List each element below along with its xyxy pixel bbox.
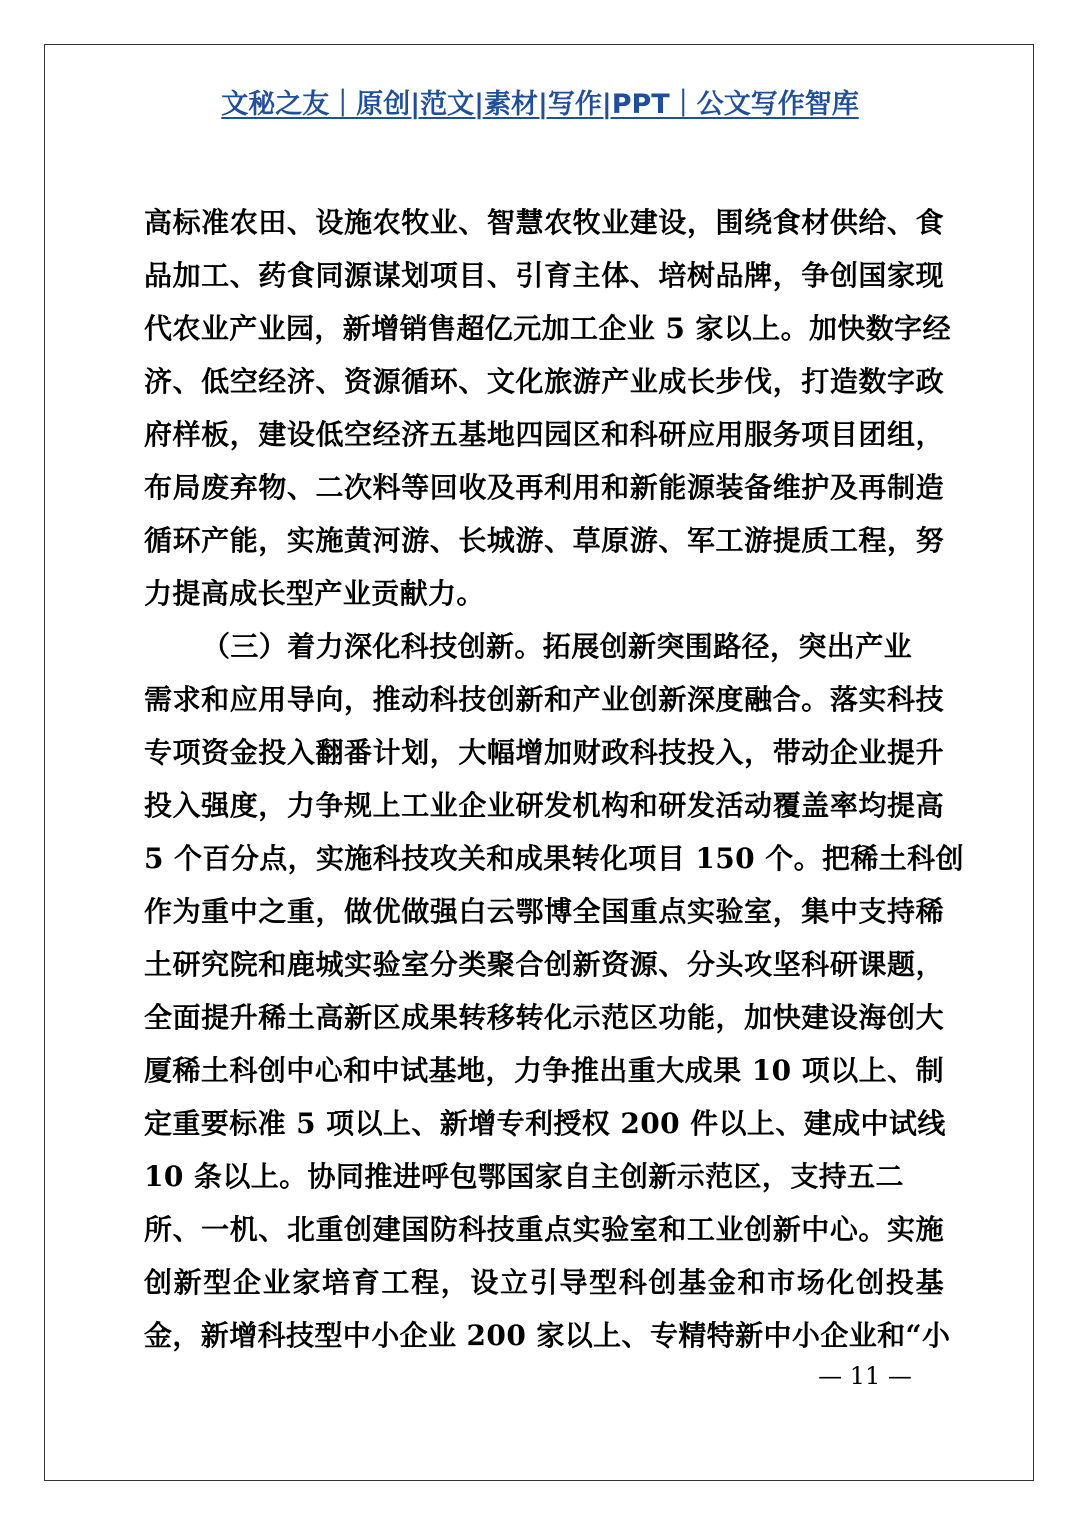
body-text xyxy=(144,196,964,1362)
text-line: 投入强度，力争规上工业企业研发机构和研发活动覆盖率均提高 xyxy=(144,789,944,822)
text-line: 府样板，建设低空经济五基地四园区和科研应用服务项目团组， xyxy=(144,418,944,451)
text-line: 全面提升稀土高新区成果转移转化示范区功能，加快建设海创大 xyxy=(144,1001,944,1034)
text-line: 代农业产业园，新增销售超亿元加工企业 5 家以上。加快数字经 xyxy=(144,312,951,345)
text-line: 布局废弃物、二次料等回收及再利用和新能源装备维护及再制造 xyxy=(144,471,944,504)
text-line: 专项资金投入翻番计划，大幅增加财政科技投入，带动企业提升 xyxy=(144,736,944,769)
text-line: 济、低空经济、资源循环、文化旅游产业成长步伐，打造数字政 xyxy=(144,365,944,398)
section-heading-line: （三）着力深化科技创新。拓展创新突围路径，突出产业 xyxy=(202,630,913,663)
text-line: 定重要标准 5 项以上、新增专利授权 200 件以上、建成中试线 xyxy=(144,1107,946,1140)
text-line: 品加工、药食同源谋划项目、引育主体、培树品牌，争创国家现 xyxy=(144,259,944,292)
text-line: 需求和应用导向，推动科技创新和产业创新深度融合。落实科技 xyxy=(144,683,944,716)
text-line: 循环产能，实施黄河游、长城游、草原游、军工游提质工程，努 xyxy=(144,524,944,557)
text-line: 10 条以上。协同推进呼包鄂国家自主创新示范区，支持五二 xyxy=(144,1160,904,1193)
text-line: 作为重中之重，做优做强白云鄂博全国重点实验室，集中支持稀 xyxy=(144,895,944,928)
text-line: 土研究院和鹿城实验室分类聚合创新资源、分头攻坚科研课题， xyxy=(144,948,944,981)
text-line: 金，新增科技型中小企业 200 家以上、专精特新中小企业和“小 xyxy=(144,1319,951,1352)
text-line: 力提高成长型产业贡献力。 xyxy=(144,577,485,610)
header-title: 文秘之友｜原创|范文|素材|写作|PPT｜公文写作智库 xyxy=(221,89,859,120)
text-line: 高标准农田、设施农牧业、智慧农牧业建设，围绕食材供给、食 xyxy=(144,206,944,239)
text-line: 所、一机、北重创建国防科技重点实验室和工业创新中心。实施 xyxy=(144,1213,944,1246)
page-number: — 11 — xyxy=(818,1362,912,1390)
text-line: 5 个百分点，实施科技攻关和成果转化项目 150 个。把稀土科创 xyxy=(144,842,964,875)
text-line: 创新型企业家培育工程，设立引导型科创基金和市场化创投基 xyxy=(144,1266,944,1299)
text-line: 厦稀土科创中心和中试基地，力争推出重大成果 10 项以上、制 xyxy=(144,1054,944,1087)
